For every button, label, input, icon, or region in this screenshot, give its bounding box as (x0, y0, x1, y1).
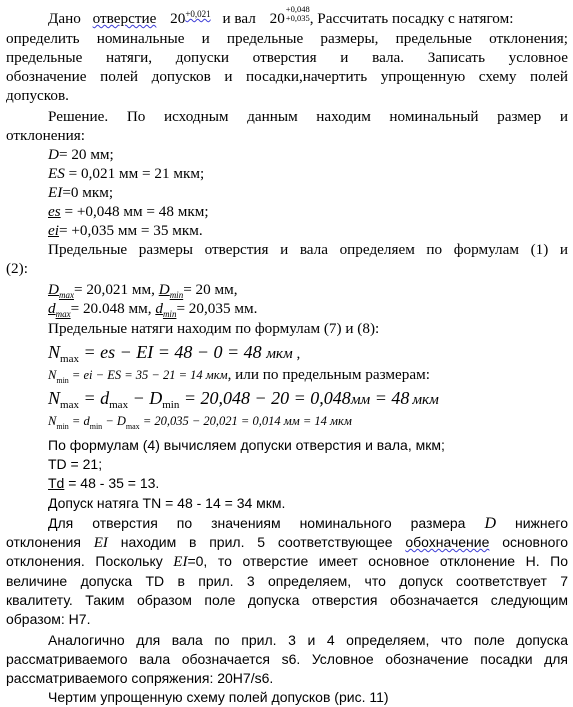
text: =0, то отверстие имеет основное отклонение Н. По (187, 553, 568, 569)
shaft-line-4: Чертим упрощенную схему полей допусков (рис. 11) (48, 689, 389, 705)
formula-nmin-1 (48, 366, 568, 384)
unit: мкм (330, 414, 352, 428)
value-dmin: = 20,035 мм. (176, 300, 258, 317)
symbol: N (48, 342, 61, 362)
given-EI (48, 184, 568, 202)
value: = 48 - 35 = 13. (64, 475, 160, 491)
tolerance-TD: TD = 21; (48, 456, 103, 472)
unit: мкм (205, 368, 228, 382)
value-Dmin: = 20 мм, (183, 281, 238, 298)
symbol: D (116, 414, 126, 428)
symbol: EI (48, 184, 63, 201)
subscript: min (56, 376, 69, 386)
symbol: N (48, 388, 61, 408)
given-ei (48, 222, 568, 240)
text: = (68, 414, 84, 428)
hole-line-5: квалитету. Таким образом поле допуска отверстия обозначается следующим (6, 592, 568, 608)
text: Дано (48, 10, 81, 27)
subscript: max (58, 290, 74, 301)
symbol: N (48, 368, 57, 382)
text: находим в прил. 5 соответствующее (120, 534, 393, 550)
given-ES (48, 165, 568, 183)
formula-nmax-2 (48, 388, 568, 412)
shaft-line-1: Аналогично для вала по прил. 3 и 4 определяем, что поле допуска (48, 632, 568, 648)
subscript: min (162, 399, 180, 412)
subscript: max (55, 309, 71, 320)
symbol: Td (48, 475, 65, 491)
limits-D (48, 281, 568, 299)
text: Для отверстия по значениям номинального размера (48, 515, 466, 531)
text: основного (502, 534, 569, 550)
formula-nmax-1 (48, 342, 568, 366)
symbol: D (484, 515, 496, 532)
hole-line-2 (6, 533, 568, 552)
tolerance-TN: Допуск натяга TN = 48 - 14 = 34 мкм. (48, 495, 286, 511)
value: = 0,021 мм = 21 мкм; (64, 165, 205, 182)
text: = (78, 388, 101, 408)
value-dmax: = 20.048 мм, (70, 300, 156, 317)
value: = +0,048 мм = 48 мкм; (60, 203, 209, 220)
formula-body: = 20,048 − 20 = 0,048 (179, 388, 351, 408)
shaft-line-2: рассматриваемого вала обозначается s6. Условное обозначение посадки для (6, 651, 568, 667)
subscript: min (89, 422, 103, 432)
intro-line-4: обозначение полей допусков и посадки,начертить упрощенную схему полей (6, 68, 568, 85)
intro-line-5: допусков. (6, 87, 69, 104)
shaft-dimension: 20 (269, 10, 285, 27)
subscript: max (60, 353, 79, 366)
tolerance-Td (48, 474, 568, 492)
text-hole-word: отверстие (92, 10, 157, 27)
symbol: D (158, 281, 170, 298)
symbol: D (48, 146, 59, 163)
text: и вал (222, 10, 256, 27)
intro-line-3: предельные натяги, допуски отверстия и вала. Записать условное (6, 49, 568, 66)
limits-d (48, 300, 568, 318)
text: , или по предельным размерам: (227, 366, 430, 383)
value-Dmax: = 20,021 мм, (73, 281, 159, 298)
shaft-line-3: рассматриваемого сопряжения: 20H7/s6. (6, 670, 274, 686)
limits-line-1: Предельные размеры отверстия и вала определяем по формулам (1) и (48, 241, 568, 258)
hole-line-3 (6, 552, 568, 571)
value: = 20 мм; (58, 146, 114, 163)
value: =0 мкм; (62, 184, 114, 201)
symbol: d (100, 388, 110, 408)
symbol: ES (48, 165, 65, 182)
subscript: min (169, 290, 184, 301)
given-D (48, 146, 568, 164)
subscript: max (109, 399, 129, 412)
hole-line-4: величине допуска TD в прил. 3 определяем, что допуск соответствует 7 (6, 573, 568, 589)
text: отклонения (6, 534, 81, 550)
limits-line-2: (2): (6, 260, 28, 277)
formula-body: = 20,035 − 20,021 = 0,014 (139, 414, 284, 428)
text: = 48 (370, 388, 410, 408)
symbol: d (83, 414, 90, 428)
intro-line-1 (48, 3, 568, 29)
hole-line-1 (48, 514, 568, 533)
subscript: max (60, 399, 79, 412)
text-misspelled: обохначение (405, 534, 490, 550)
subscript: min (56, 422, 69, 432)
solution-line-2: отклонения: (6, 127, 85, 144)
symbol: ei (48, 222, 59, 239)
unit: мм (283, 414, 300, 428)
value: = +0,035 мм = 35 мкм. (58, 222, 203, 239)
unit: мкм (412, 391, 439, 408)
text: = 14 (299, 414, 331, 428)
symbol: D (48, 281, 59, 298)
subscript: min (162, 309, 177, 320)
text: , (292, 345, 301, 362)
symbol: D (149, 388, 163, 408)
unit: мкм (266, 345, 293, 362)
text: − (128, 388, 150, 408)
symbol: EI (173, 554, 188, 570)
shaft-deviations (286, 5, 310, 23)
symbol: d (48, 300, 56, 317)
hole-upper-deviation: +0,021 (185, 8, 211, 19)
symbol: EI (93, 535, 108, 551)
given-es (48, 203, 568, 221)
shaft-lower-deviation: +0,035 (285, 12, 310, 23)
formula-nmin-2 (48, 412, 568, 430)
formula-body: = ei − ES = 35 − 21 = 14 (68, 368, 206, 382)
unit: мм (350, 391, 371, 408)
shaft-upper-deviation: +0,048 (285, 3, 310, 14)
text: , Рассчитать посадку с натягом: (309, 10, 514, 27)
tolerances-line-1: По формулам (4) вычисляем допуски отверстия и вала, мкм; (48, 437, 445, 453)
symbol: es (48, 203, 61, 220)
text: − (102, 414, 117, 428)
hole-line-6: образом: Н7. (6, 611, 91, 627)
solution-line-1: Решение. По исходным данным находим номинальный размер и (48, 108, 568, 125)
subscript: max (125, 422, 140, 432)
text: нижнего (515, 515, 569, 531)
symbol: d (155, 300, 163, 317)
interference-intro: Предельные натяги находим по формулам (7) и (8): (48, 320, 380, 337)
symbol: N (48, 414, 57, 428)
hole-dimension: 20 (170, 10, 186, 27)
text: отклонения. Поскольку (6, 553, 163, 569)
intro-line-2: определить номинальные и предельные размеры, предельные отклонения; (6, 30, 568, 47)
formula-body: = es − EI = 48 − 0 = 48 (78, 342, 267, 362)
